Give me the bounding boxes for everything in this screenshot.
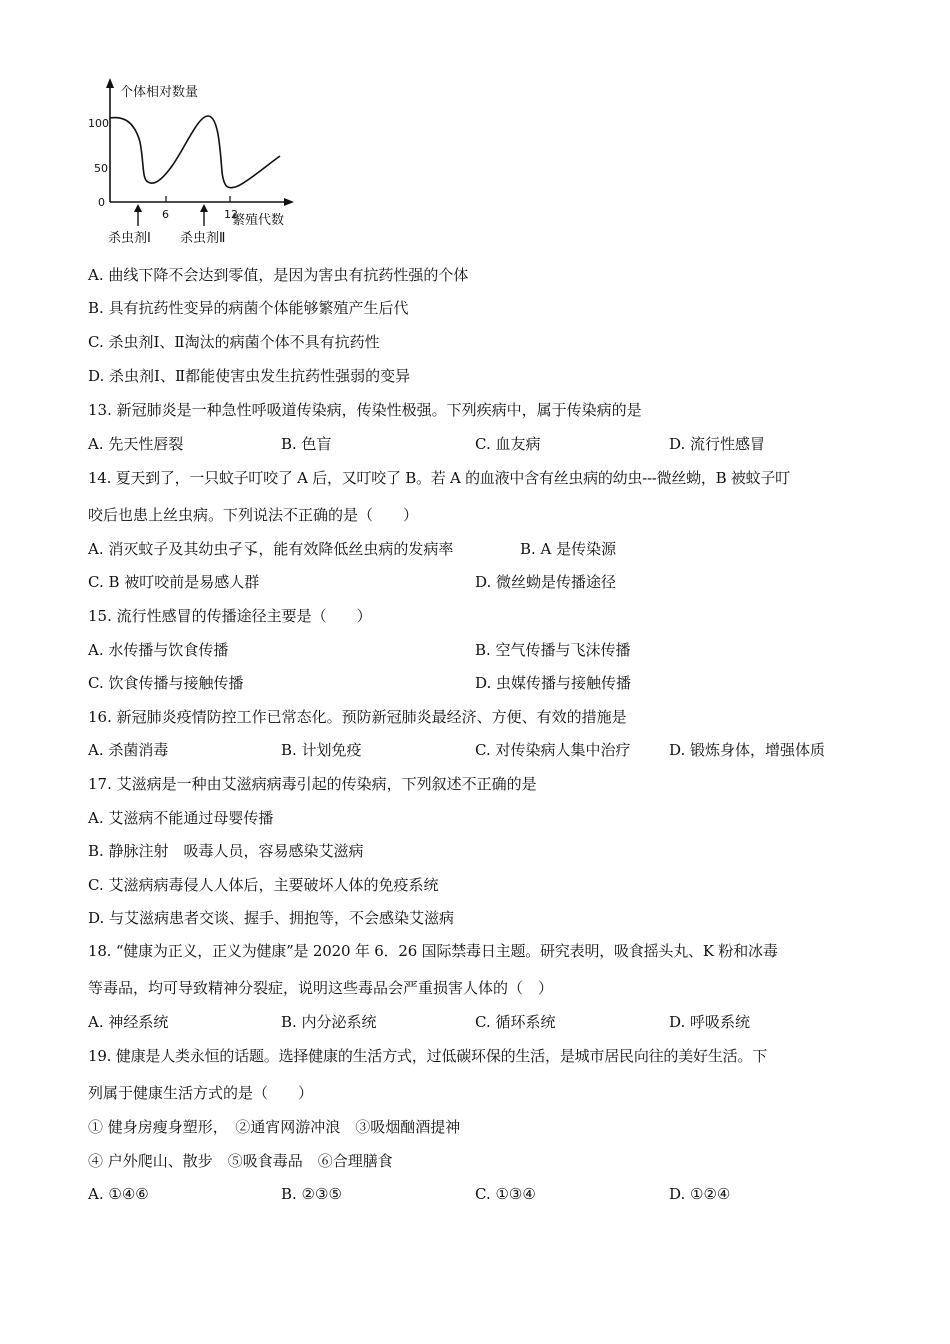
arrow-head-1: [134, 204, 142, 212]
insecticide-1-label: 杀虫剂Ⅰ: [108, 231, 151, 246]
q13-option-d: D. 流行性感冒: [669, 435, 766, 453]
y-tick-100: 100: [88, 117, 109, 130]
q19-items-line1: ① 健身房瘦身塑形， ②通宵网游冲浪 ③吸烟酗酒提神: [88, 1118, 461, 1136]
q17-option-d: D. 与艾滋病患者交谈、握手、拥抱等，不会感染艾滋病: [88, 909, 455, 927]
q13-stem: 13. 新冠肺炎是一种急性呼吸道传染病，传染性极强。下列疾病中，属于传染病的是: [88, 401, 642, 419]
q19-option-b: B. ②③⑤: [281, 1185, 342, 1203]
q16-option-d: D. 锻炼身体，增强体质: [669, 741, 826, 759]
q19-option-c: C. ①③④: [475, 1185, 536, 1203]
q18-option-b: B. 内分泌系统: [281, 1013, 377, 1031]
population-curve-figure: [82, 76, 322, 254]
q14-option-b: B. A 是传染源: [520, 540, 617, 558]
q13-option-b: B. 色盲: [281, 435, 332, 453]
q15-stem: 15. 流行性感冒的传播途径主要是（ ）: [88, 607, 372, 625]
q13-option-c: C. 血友病: [475, 435, 541, 453]
q15-option-c: C. 饮食传播与接触传播: [88, 674, 244, 692]
q19-stem-line2: 列属于健康生活方式的是（ ）: [88, 1084, 314, 1102]
x-tick-label-12: 12: [224, 208, 238, 221]
q18-option-c: C. 循环系统: [475, 1013, 556, 1031]
q18-stem-line1: 18. “健康为正义，正义为健康”是 2020 年 6．26 国际禁毒日主题。研究表明，吸食摇头丸、K 粉和冰毒: [88, 942, 778, 960]
q15-option-b: B. 空气传播与飞沫传播: [475, 641, 631, 659]
q18-option-d: D. 呼吸系统: [669, 1013, 751, 1031]
insecticide-2-label: 杀虫剂Ⅱ: [180, 231, 226, 246]
y-tick-0: 0: [98, 196, 105, 209]
q12-option-a: A. 曲线下降不会达到零值，是因为害虫有抗药性强的个体: [88, 266, 469, 284]
q18-stem-line2: 等毒品，均可导致精神分裂症，说明这些毒品会严重损害人体的（ ）: [88, 979, 554, 997]
q19-items-line2: ④ 户外爬山、散步 ⑤吸食毒品 ⑥合理膳食: [88, 1152, 393, 1170]
q19-stem-line1: 19. 健康是人类永恒的话题。选择健康的生活方式，过低碳环保的生活，是城市居民向往的美好生活。下: [88, 1047, 768, 1065]
y-axis-arrow: [106, 78, 114, 88]
q16-option-a: A. 杀菌消毒: [88, 741, 169, 759]
population-curve: [110, 116, 280, 188]
y-tick-50: 50: [94, 162, 108, 175]
q19-option-a: A. ①④⑥: [88, 1185, 149, 1203]
x-tick-label-6: 6: [162, 208, 169, 221]
q14-stem-line2: 咬后也患上丝虫病。下列说法不正确的是（ ）: [88, 506, 419, 524]
q14-stem-line1: 14. 夏天到了，一只蚊子叮咬了 A 后，又叮咬了 B。若 A 的血液中含有丝虫病的幼虫---微丝蚴，B 被蚊子叮: [88, 469, 790, 487]
q15-option-d: D. 虫媒传播与接触传播: [475, 674, 632, 692]
q16-stem: 16. 新冠肺炎疫情防控工作已常态化。预防新冠肺炎最经济、方便、有效的措施是: [88, 708, 627, 726]
q12-option-b: B. 具有抗药性变异的病菌个体能够繁殖产生后代: [88, 299, 409, 317]
arrow-head-2: [200, 204, 208, 212]
q15-option-a: A. 水传播与饮食传播: [88, 641, 229, 659]
q16-option-c: C. 对传染病人集中治疗: [475, 741, 631, 759]
q12-option-d: D. 杀虫剂Ⅰ、Ⅱ都能使害虫发生抗药性强弱的变异: [88, 367, 411, 385]
q14-option-d: D. 微丝蚴是传播途径: [475, 573, 617, 591]
q13-option-a: A. 先天性唇裂: [88, 435, 184, 453]
q12-option-c: C. 杀虫剂Ⅰ、Ⅱ淘汰的病菌个体不具有抗药性: [88, 333, 380, 351]
q19-option-d: D. ①②④: [669, 1185, 731, 1203]
q18-option-a: A. 神经系统: [88, 1013, 169, 1031]
q16-option-b: B. 计划免疫: [281, 741, 362, 759]
x-axis-label: 繁殖代数: [232, 213, 285, 228]
q17-stem: 17. 艾滋病是一种由艾滋病病毒引起的传染病，下列叙述不正确的是: [88, 775, 537, 793]
q17-option-a: A. 艾滋病不能通过母婴传播: [88, 809, 274, 827]
q14-option-c: C. B 被叮咬前是易感人群: [88, 573, 260, 591]
x-axis-arrow: [284, 198, 294, 206]
q17-option-b: B. 静脉注射 吸毒人员，容易感染艾滋病: [88, 842, 364, 860]
q17-option-c: C. 艾滋病病毒侵人人体后，主要破坏人体的免疫系统: [88, 876, 439, 894]
y-axis-label: 个体相对数量: [120, 85, 199, 100]
q14-option-a: A. 消灭蚊子及其幼虫孑孓，能有效降低丝虫病的发病率: [88, 540, 454, 558]
